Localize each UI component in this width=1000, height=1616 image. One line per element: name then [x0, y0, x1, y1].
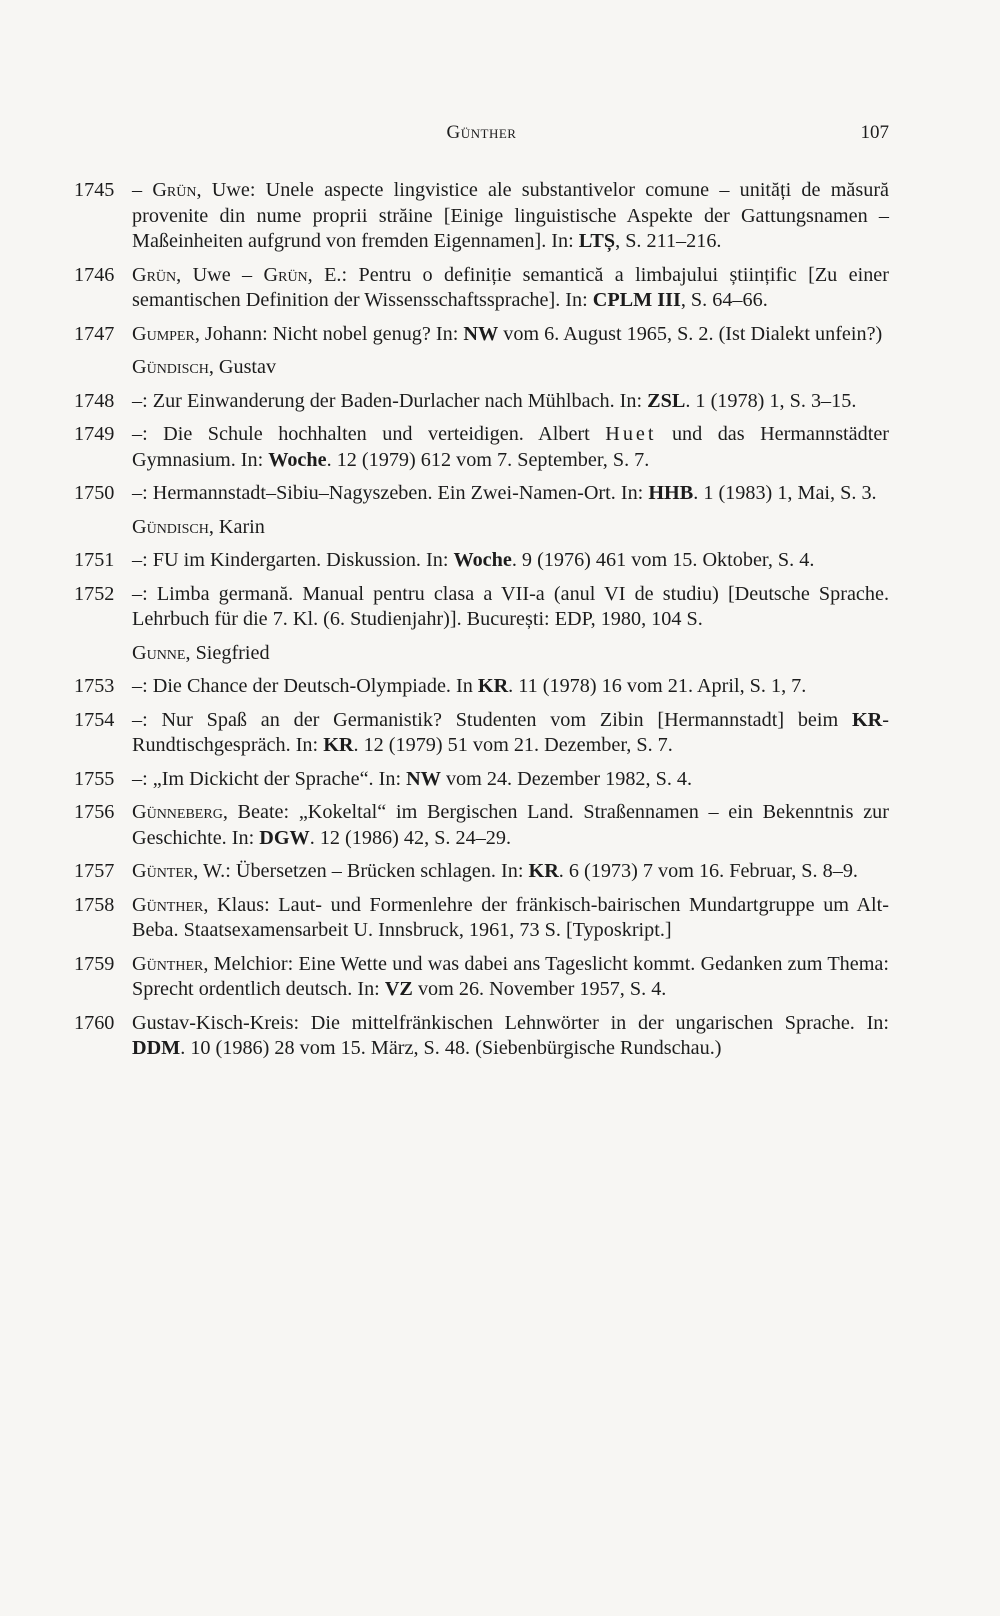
bibliography-entry	[74, 178, 889, 255]
entry-number: 1746	[74, 263, 115, 286]
entry-text: , Gustav	[208, 356, 277, 378]
entry-text: , Karin	[208, 515, 265, 538]
source-abbreviation: KR	[477, 675, 509, 697]
bibliography-entry	[74, 952, 889, 1003]
entry-text: , E.: Pentru o definiție semantică a limbajului științific [Zu einer semantischen Definition der Wissensschaftssprache]. In:	[132, 263, 889, 311]
entry-text: , Siegfried	[185, 641, 270, 664]
entry-text: . 9 (1976) 461 vom 15. Oktober, S. 4.	[511, 549, 815, 571]
entry-text: –: Zur Einwanderung der Baden-Durlacher nach Mühlbach. In:	[132, 389, 648, 412]
bibliography-entry	[74, 389, 889, 415]
entry-text: –: „Im Dickicht der Sprache“. In:	[132, 767, 407, 790]
bibliography-list	[74, 178, 889, 1062]
author-surname: Grün	[263, 263, 308, 286]
entry-text: . 6 (1973) 7 vom 16. Februar, S. 8–9.	[558, 860, 858, 882]
entry-text: –: FU im Kindergarten. Diskussion. In:	[132, 549, 454, 571]
entry-text: vom 6. August 1965, S. 2. (Ist Dialekt unfein?)	[498, 322, 883, 345]
entry-text: . 10 (1986) 28 vom 15. März, S. 48. (Siebenbürgische Rundschau.)	[180, 1037, 722, 1059]
entry-text: . 12 (1979) 612 vom 7. September, S. 7.	[326, 448, 650, 471]
entry-text: . 12 (1979) 51 vom 21. Dezember, S. 7.	[353, 734, 673, 756]
entry-text: Huet	[605, 423, 657, 445]
bibliography-entry	[74, 422, 889, 473]
entry-number: 1759	[74, 952, 115, 975]
source-abbreviation: ZSL	[647, 389, 686, 412]
author-surname: Grün	[152, 179, 197, 201]
entry-number: 1752	[74, 582, 115, 605]
bibliography-entry	[74, 767, 889, 793]
entry-text: , Melchior: Eine Wette und was dabei ans Tageslicht kommt. Gedanken zum Thema: Sprecht ordentlich deutsch. In:	[132, 952, 889, 1000]
entry-number: 1748	[74, 389, 115, 412]
bibliography-entry	[74, 708, 889, 759]
entry-text: –: Nur Spaß an der Germanistik? Studenten vom Zibin [Hermannstadt] beim	[132, 708, 852, 731]
entry-number: 1754	[74, 708, 115, 731]
entry-text: , S. 211–216.	[615, 230, 722, 252]
page-number: 107	[860, 122, 889, 143]
entry-number: 1760	[74, 1011, 115, 1034]
entry-number: 1753	[74, 675, 115, 697]
author-surname: Gündisch	[132, 356, 209, 378]
author-surname: Günneberg	[132, 801, 223, 823]
entry-text: Gustav-Kisch-Kreis: Die mittelfränkischen Lehnwörter in der ungarischen Sprache. In:	[132, 1011, 889, 1034]
source-abbreviation: VZ	[384, 978, 413, 1000]
author-surname: Günter	[132, 860, 194, 882]
entry-text: und das Hermannstädter Gymnasium. In:	[132, 423, 889, 471]
entry-number: 1750	[74, 482, 115, 504]
source-abbreviation: NW	[463, 322, 499, 345]
author-heading	[74, 355, 889, 381]
entry-text: . 12 (1986) 42, S. 24–29.	[309, 826, 512, 849]
source-abbreviation: HHB	[648, 482, 694, 504]
source-abbreviation: KR	[323, 734, 354, 756]
author-heading	[74, 641, 889, 667]
entry-text: –	[132, 179, 153, 201]
source-abbreviation: CPLM III	[592, 289, 681, 311]
author-surname: Gumper	[132, 322, 195, 345]
bibliography-entry	[74, 800, 889, 851]
source-abbreviation: Woche	[453, 549, 512, 571]
entry-text: –: Hermannstadt–Sibiu–Nagyszeben. Ein Zwei-Namen-Ort. In:	[132, 482, 649, 504]
bibliography-entry	[74, 481, 889, 507]
author-surname: Grün	[132, 263, 177, 286]
entry-text: . 1 (1983) 1, Mai, S. 3.	[693, 482, 877, 504]
entry-number: 1757	[74, 860, 115, 882]
page-header	[74, 122, 889, 148]
source-abbreviation: KR	[528, 860, 559, 882]
entry-text: , W.: Übersetzen – Brücken schlagen. In:	[193, 860, 529, 882]
entry-text: –: Die Chance der Deutsch-Olympiade. In	[132, 675, 478, 697]
entry-text: vom 26. November 1957, S. 4.	[412, 978, 667, 1000]
source-abbreviation: Woche	[268, 448, 327, 471]
bibliography-entry	[74, 674, 889, 700]
entry-text: . 1 (1978) 1, S. 3–15.	[685, 389, 857, 412]
entry-text: –: Limba germană. Manual pentru clasa a VII-a (anul VI de studiu) [Deutsche Sprache. Lehrbuch für die 7. Kl. (6. Studienjahr)]. București: EDP, 1980, 104 S.	[132, 582, 889, 630]
bibliography-entry	[74, 1011, 889, 1062]
source-abbreviation: KR	[851, 708, 883, 731]
entry-number: 1755	[74, 767, 115, 790]
entry-text: , Uwe: Unele aspecte lingvistice ale substantivelor comune – unități de măsură provenite din nume proprii străine [Einige linguistische Aspekte der Gattungsnamen – Maßeinheiten aufgrund von fremden Eigennamen]. In:	[132, 179, 889, 252]
entry-number: 1758	[74, 893, 115, 916]
source-abbreviation: LTȘ	[578, 230, 616, 252]
source-abbreviation: DGW	[259, 826, 310, 849]
running-title: Günther	[446, 122, 517, 143]
author-surname: Gunne	[132, 641, 186, 664]
entry-number: 1751	[74, 549, 115, 571]
entry-text: , S. 64–66.	[680, 289, 768, 311]
entry-text: , Beate: „Kokeltal“ im Bergischen Land. Straßennamen – ein Bekenntnis zur Geschichte. In:	[132, 801, 889, 849]
bibliography-entry	[74, 893, 889, 944]
author-heading	[74, 515, 889, 541]
source-abbreviation: DDM	[132, 1037, 181, 1059]
entry-text: , Klaus: Laut- und Formenlehre der fränkisch-bairischen Mundartgruppe um Alt-Beba. Staatsexamensarbeit U. Innsbruck, 1961, 73 S. [Typoskript.]	[132, 893, 889, 941]
bibliography-entry	[74, 859, 889, 885]
entry-text: vom 24. Dezember 1982, S. 4.	[440, 767, 693, 790]
entry-text: . 11 (1978) 16 vom 21. April, S. 1, 7.	[508, 675, 807, 697]
entry-text: , Uwe –	[176, 263, 264, 286]
entry-text: -Rundtischgespräch. In:	[132, 708, 889, 756]
author-surname: Günther	[132, 893, 204, 916]
author-surname: Gündisch	[132, 515, 209, 538]
entry-number: 1745	[74, 179, 115, 201]
bibliography-entry	[74, 322, 889, 348]
entry-text: , Johann: Nicht nobel genug? In:	[194, 322, 464, 345]
entry-number: 1747	[74, 322, 115, 345]
entry-text: –: Die Schule hochhalten und verteidigen. Albert	[132, 423, 606, 445]
bibliography-entry	[74, 263, 889, 314]
entry-number: 1749	[74, 423, 115, 445]
source-abbreviation: NW	[406, 767, 441, 790]
author-surname: Günther	[132, 952, 204, 975]
bibliography-entry	[74, 548, 889, 574]
entry-number: 1756	[74, 801, 115, 823]
bibliography-entry	[74, 582, 889, 633]
